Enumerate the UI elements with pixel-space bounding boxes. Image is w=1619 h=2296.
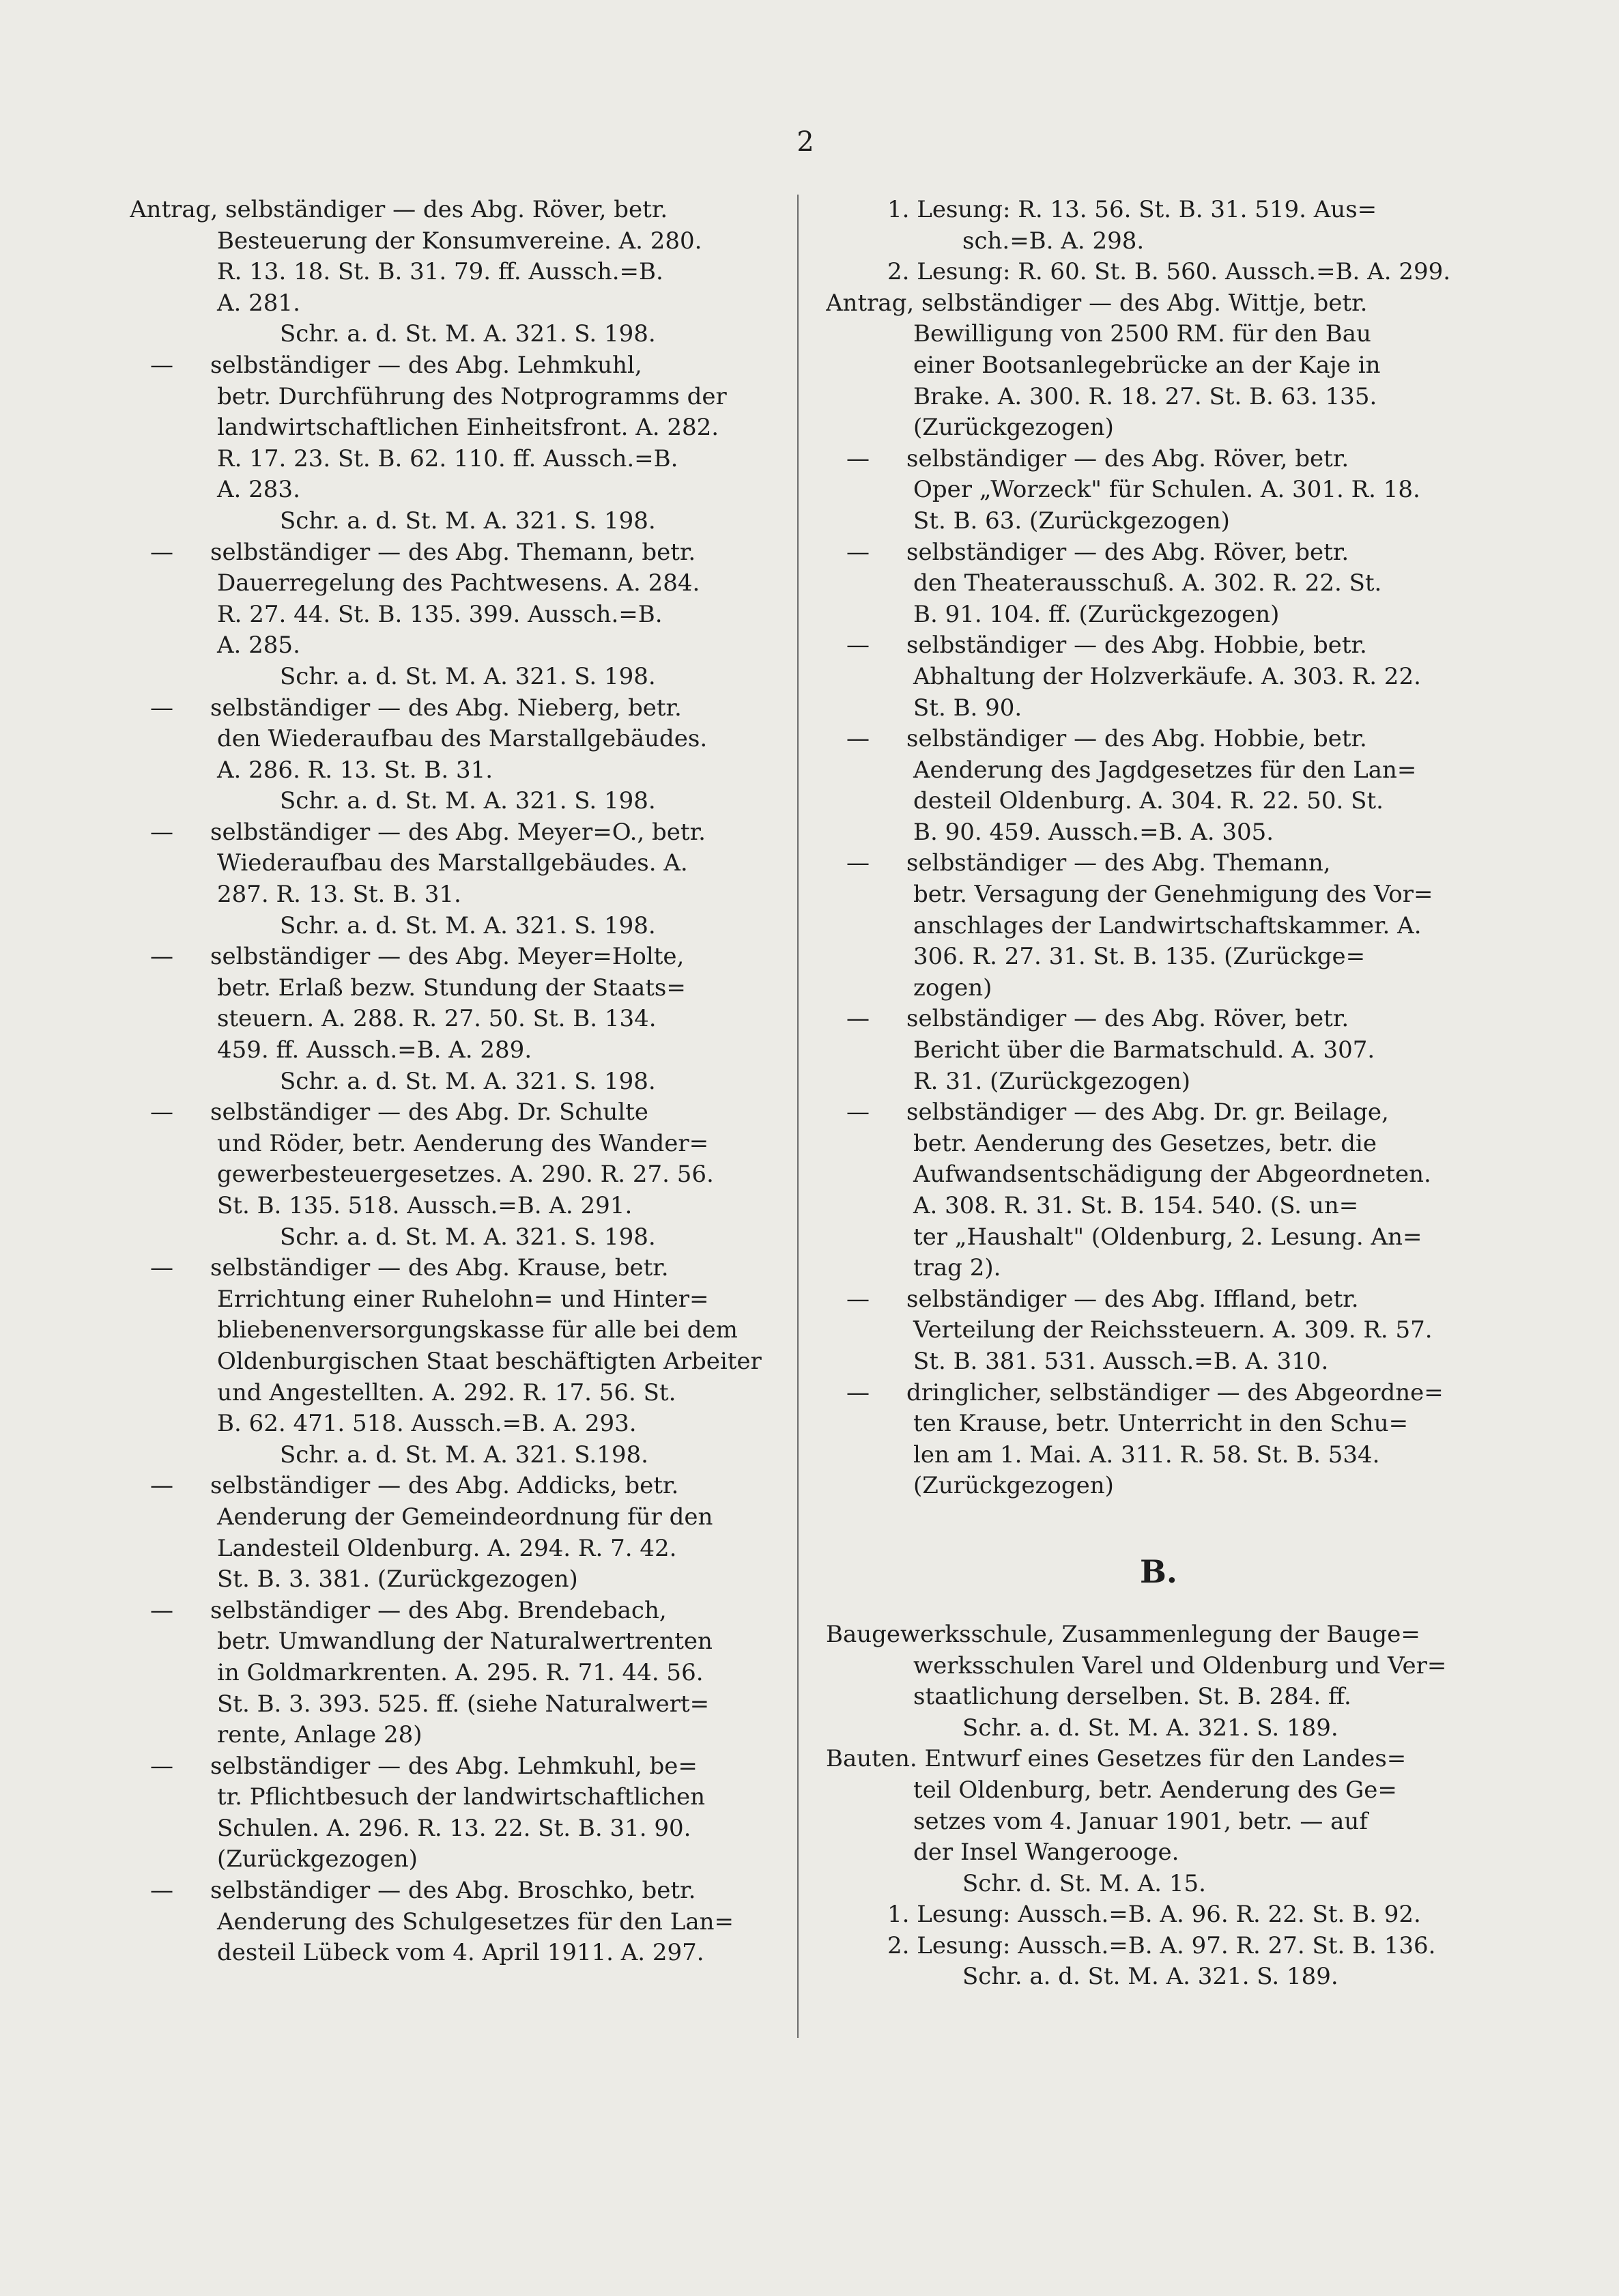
text-line: [130, 412, 788, 444]
line-text: selbständiger — des Abg. Lehmkuhl,: [210, 351, 642, 379]
entry-dash: —: [846, 632, 870, 660]
line-text: zogen): [913, 974, 992, 1002]
text-line: [826, 319, 1491, 350]
line-text: selbständiger — des Abg. Dr. Schulte: [210, 1099, 648, 1126]
line-text: landwirtschaftlichen Einheitsfront. A. 282.: [217, 414, 719, 442]
line-text: 2. Lesung: Aussch.=B. A. 97. R. 27. St. B. 136.: [887, 1931, 1436, 1959]
line-text: R. 13. 18. St. B. 31. 79. ff. Aussch.=B.: [217, 258, 663, 286]
entry-dash: —: [846, 1005, 870, 1033]
entry-dash: —: [846, 1285, 870, 1313]
text-line: [130, 1284, 788, 1316]
text-line: [826, 1744, 1491, 1775]
line-text: Schr. a. d. St. M. A. 321. S. 198.: [280, 1223, 656, 1251]
text-line: [826, 1284, 1491, 1316]
line-text: St. B. 63. (Zurückgezogen): [913, 507, 1230, 535]
text-line: [130, 319, 788, 350]
line-text: Abhaltung der Holzverkäufe. A. 303. R. 22.: [913, 662, 1421, 690]
line-text: selbständiger — des Abg. Broschko, betr.: [210, 1877, 696, 1905]
line-text: A. 281.: [217, 289, 300, 317]
line-text: B. 90. 459. Aussch.=B. A. 305.: [913, 818, 1274, 846]
text-line: [826, 195, 1491, 226]
line-text: len am 1. Mai. A. 311. R. 58. St. B. 534.: [913, 1441, 1380, 1469]
entry-dash: —: [150, 1752, 173, 1780]
line-text: rente, Anlage 28): [217, 1721, 422, 1749]
column-divider: [797, 195, 799, 2038]
line-text: Oper „Worzeck" für Schulen. A. 301. R. 18.: [913, 476, 1420, 504]
line-text: dringlicher, selbständiger — des Abgeordne=: [906, 1378, 1444, 1406]
text-line: [130, 1440, 788, 1471]
line-text: R. 27. 44. St. B. 135. 399. Aussch.=B.: [217, 600, 663, 628]
line-text: selbständiger — des Abg. Meyer=Holte,: [210, 943, 685, 971]
line-text: Schulen. A. 296. R. 13. 22. St. B. 31. 90.: [217, 1814, 691, 1842]
line-text: St. B. 3. 393. 525. ff. (siehe Naturalwert=: [217, 1690, 710, 1718]
line-text: selbständiger — des Abg. Lehmkuhl, be=: [210, 1752, 698, 1780]
text-line: [130, 350, 788, 382]
line-text: Brake. A. 300. R. 18. 27. St. B. 63. 135.: [913, 382, 1377, 410]
line-text: St. B. 381. 531. Aussch.=B. A. 310.: [913, 1347, 1329, 1375]
text-line: [130, 755, 788, 786]
line-text: selbständiger — des Abg. Nieberg, betr.: [210, 694, 682, 722]
text-line: [826, 1775, 1491, 1806]
text-line: [130, 195, 788, 226]
line-text: 306. R. 27. 31. St. B. 135. (Zurückge=: [913, 943, 1366, 971]
text-line: [826, 1222, 1491, 1253]
text-line: [826, 1066, 1491, 1098]
line-text: Schr. d. St. M. A. 15.: [962, 1869, 1206, 1897]
text-line: [130, 630, 788, 662]
line-text: Schr. a. d. St. M. A. 321. S. 198.: [280, 911, 656, 939]
line-text: B. 91. 104. ff. (Zurückgezogen): [913, 600, 1280, 628]
text-line: [826, 1346, 1491, 1378]
entry-dash: —: [150, 1472, 173, 1500]
text-line: [826, 1035, 1491, 1066]
line-text: selbständiger — des Abg. Addicks, betr.: [210, 1472, 679, 1500]
line-text: werksschulen Varel und Oldenburg und Ver=: [913, 1652, 1447, 1680]
line-text: selbständiger — des Abg. Themann,: [906, 849, 1331, 877]
text-line: [826, 1931, 1491, 1962]
line-text: Aufwandsentschädigung der Abgeordneten.: [913, 1161, 1431, 1189]
line-text: tr. Pflichtbesuch der landwirtschaftlichen: [217, 1783, 706, 1811]
line-text: A. 283.: [217, 476, 300, 504]
line-text: B. 62. 471. 518. Aussch.=B. A. 293.: [217, 1410, 637, 1438]
line-text: A. 286. R. 13. St. B. 31.: [217, 756, 493, 784]
line-text: St. B. 135. 518. Aussch.=B. A. 291.: [217, 1192, 633, 1219]
line-text: gewerbesteuergesetzes. A. 290. R. 27. 56.: [217, 1161, 714, 1189]
text-line: [826, 848, 1491, 879]
line-text: selbständiger — des Abg. Meyer=O., betr.: [210, 818, 706, 846]
text-line: [826, 1713, 1491, 1744]
line-text: (Zurückgezogen): [913, 1472, 1114, 1500]
line-text: St. B. 90.: [913, 694, 1022, 722]
line-text: selbständiger — des Abg. Röver, betr.: [906, 1005, 1349, 1033]
line-text: 1. Lesung: R. 13. 56. St. B. 31. 519. Aus=: [887, 196, 1377, 223]
text-line: [130, 226, 788, 257]
text-line: [826, 382, 1491, 413]
line-text: betr. Aenderung des Gesetzes, betr. die: [913, 1129, 1377, 1157]
text-line: [130, 1378, 788, 1409]
text-line: [826, 941, 1491, 973]
text-line: [130, 1315, 788, 1346]
line-text: Bauten. Entwurf eines Gesetzes für den Landes=: [826, 1745, 1407, 1773]
line-text: Aenderung des Jagdgesetzes für den Lan=: [913, 756, 1417, 784]
line-text: Verteilung der Reichssteuern. A. 309. R. 57.: [913, 1316, 1433, 1344]
text-line: [130, 817, 788, 849]
text-line: [130, 1253, 788, 1284]
line-text: selbständiger — des Abg. Hobbie, betr.: [906, 632, 1367, 660]
text-line: [130, 1751, 788, 1783]
entry-dash: —: [150, 1877, 173, 1905]
text-line: [130, 1907, 788, 1938]
text-line: [130, 1938, 788, 1969]
entry-dash: —: [846, 849, 870, 877]
line-text: trag 2).: [913, 1254, 1001, 1282]
line-text: 2. Lesung: R. 60. St. B. 560. Aussch.=B. A. 299.: [887, 258, 1451, 286]
right-column-section-b-entries: [826, 1619, 1491, 1993]
line-text: Dauerregelung des Pachtwesens. A. 284.: [217, 569, 700, 597]
entry-dash: —: [150, 351, 173, 379]
line-text: in Goldmarkrenten. A. 295. R. 71. 44. 56.: [217, 1658, 704, 1686]
right-column: [826, 195, 1491, 1993]
line-text: Schr. a. d. St. M. A. 321. S. 189.: [962, 1714, 1338, 1742]
line-text: Antrag, selbständiger — des Abg. Wittje, betr.: [826, 289, 1368, 317]
text-line: [130, 1004, 788, 1035]
text-line: [130, 257, 788, 288]
text-line: [826, 568, 1491, 599]
text-line: [130, 288, 788, 320]
line-text: selbständiger — des Abg. Röver, betr.: [906, 444, 1349, 472]
text-line: [826, 817, 1491, 849]
line-text: den Wiederaufbau des Marstallgebäudes.: [217, 725, 708, 753]
line-text: Schr. a. d. St. M. A. 321. S. 198.: [280, 507, 656, 535]
line-text: R. 31. (Zurückgezogen): [913, 1067, 1190, 1095]
text-line: [130, 1689, 788, 1720]
text-line: [130, 693, 788, 724]
text-line: [826, 1097, 1491, 1129]
line-text: Aenderung des Schulgesetzes für den Lan=: [217, 1908, 734, 1936]
line-text: und Röder, betr. Aenderung des Wander=: [217, 1129, 709, 1157]
text-line: [826, 474, 1491, 506]
text-line: [826, 288, 1491, 320]
entry-dash: —: [150, 943, 173, 971]
text-line: [826, 911, 1491, 942]
text-line: [826, 1004, 1491, 1035]
text-line: [130, 879, 788, 911]
text-line: [130, 1844, 788, 1875]
line-text: ter „Haushalt" (Oldenburg, 2. Lesung. An=: [913, 1223, 1422, 1251]
text-line: [130, 1159, 788, 1191]
text-line: [130, 1066, 788, 1098]
text-line: [826, 662, 1491, 693]
line-text: Aenderung der Gemeindeordnung für den: [217, 1503, 713, 1531]
text-line: [826, 257, 1491, 288]
text-line: [826, 537, 1491, 569]
text-line: [826, 1408, 1491, 1440]
text-line: [826, 1315, 1491, 1346]
line-text: Errichtung einer Ruhelohn= und Hinter=: [217, 1285, 709, 1313]
text-line: [130, 1564, 788, 1596]
text-line: [130, 786, 788, 817]
line-text: Schr. a. d. St. M. A. 321. S. 198.: [280, 1067, 656, 1095]
line-text: 459. ff. Aussch.=B. A. 289.: [217, 1036, 532, 1064]
line-text: selbständiger — des Abg. Dr. gr. Beilage,: [906, 1099, 1389, 1126]
entry-dash: —: [150, 1099, 173, 1126]
text-line: [130, 1471, 788, 1502]
line-text: Schr. a. d. St. M. A. 321. S.198.: [280, 1441, 648, 1469]
line-text: A. 308. R. 31. St. B. 154. 540. (S. un=: [913, 1192, 1359, 1219]
line-text: selbständiger — des Abg. Hobbie, betr.: [906, 725, 1367, 753]
text-line: [130, 382, 788, 413]
entry-dash: —: [846, 725, 870, 753]
text-line: [130, 444, 788, 475]
text-line: [826, 630, 1491, 662]
line-text: 1. Lesung: Aussch.=B. A. 96. R. 22. St. B. 92.: [887, 1901, 1421, 1929]
line-text: selbständiger — des Abg. Röver, betr.: [906, 538, 1349, 566]
line-text: Schr. a. d. St. M. A. 321. S. 198.: [280, 320, 656, 348]
text-line: [130, 1346, 788, 1378]
line-text: 287. R. 13. St. B. 31.: [217, 881, 461, 909]
line-text: setzes vom 4. Januar 1901, betr. — auf: [913, 1807, 1368, 1835]
line-text: R. 17. 23. St. B. 62. 110. ff. Aussch.=B.: [217, 444, 678, 472]
text-line: [826, 1253, 1491, 1284]
text-line: [826, 1837, 1491, 1869]
entry-dash: —: [846, 1099, 870, 1126]
right-column-entries: [826, 195, 1491, 1502]
text-line: [826, 1440, 1491, 1471]
line-text: betr. Versagung der Genehmigung des Vor=: [913, 881, 1433, 909]
text-line: [826, 1806, 1491, 1838]
text-line: [826, 599, 1491, 631]
entry-dash: —: [150, 1596, 173, 1624]
entry-dash: —: [150, 538, 173, 566]
line-text: der Insel Wangerooge.: [913, 1839, 1179, 1867]
text-line: [826, 1899, 1491, 1931]
line-text: Schr. a. d. St. M. A. 321. S. 189.: [962, 1963, 1338, 1991]
line-text: A. 285.: [217, 632, 300, 660]
text-line: [826, 879, 1491, 911]
entry-dash: —: [846, 444, 870, 472]
line-text: selbständiger — des Abg. Krause, betr.: [210, 1254, 669, 1282]
line-text: Antrag, selbständiger — des Abg. Röver, betr.: [130, 196, 668, 223]
entry-dash: —: [150, 1254, 173, 1282]
text-line: [130, 1222, 788, 1253]
entry-dash: —: [846, 538, 870, 566]
text-line: [826, 1682, 1491, 1713]
line-text: bliebenenversorgungskasse für alle bei dem: [217, 1316, 738, 1344]
line-text: teil Oldenburg, betr. Aenderung des Ge=: [913, 1776, 1397, 1804]
text-line: [826, 1961, 1491, 1993]
line-text: und Angestellten. A. 292. R. 17. 56. St.: [217, 1378, 676, 1406]
text-line: [130, 506, 788, 537]
line-text: Schr. a. d. St. M. A. 321. S. 198.: [280, 787, 656, 815]
entry-dash: —: [846, 1378, 870, 1406]
text-line: [826, 1471, 1491, 1502]
text-line: [130, 724, 788, 755]
line-text: ten Krause, betr. Unterricht in den Schu=: [913, 1410, 1409, 1438]
text-line: [130, 662, 788, 693]
line-text: den Theaterausschuß. A. 302. R. 22. St.: [913, 569, 1382, 597]
entry-dash: —: [150, 694, 173, 722]
left-column: [130, 195, 788, 1969]
text-line: [826, 1651, 1491, 1682]
text-line: [826, 444, 1491, 475]
text-line: [130, 568, 788, 599]
line-text: Besteuerung der Konsumvereine. A. 280.: [217, 227, 702, 255]
text-line: [130, 474, 788, 506]
text-line: [130, 1097, 788, 1129]
line-text: betr. Durchführung des Notprogramms der: [217, 382, 727, 410]
text-line: [130, 911, 788, 942]
text-line: [826, 973, 1491, 1004]
text-line: [130, 1533, 788, 1565]
text-line: [826, 412, 1491, 444]
text-line: [130, 1035, 788, 1066]
text-line: [130, 973, 788, 1004]
line-text: Baugewerksschule, Zusammenlegung der Bauge=: [826, 1620, 1420, 1648]
text-line: [130, 1626, 788, 1658]
entry-dash: —: [150, 818, 173, 846]
line-text: anschlages der Landwirtschaftskammer. A.: [913, 911, 1422, 939]
line-text: desteil Lübeck vom 4. April 1911. A. 297.: [217, 1939, 704, 1967]
line-text: Oldenburgischen Staat beschäftigten Arbeiter: [217, 1347, 762, 1375]
page-number: 2: [797, 126, 814, 158]
line-text: Wiederaufbau des Marstallgebäudes. A.: [217, 849, 688, 877]
text-line: [826, 755, 1491, 786]
text-line: [826, 1378, 1491, 1409]
text-line: [826, 1191, 1491, 1222]
text-line: [130, 1502, 788, 1533]
line-text: steuern. A. 288. R. 27. 50. St. B. 134.: [217, 1005, 657, 1033]
line-text: staatlichung derselben. St. B. 284. ff.: [913, 1683, 1351, 1711]
text-line: [130, 1596, 788, 1627]
text-line: [826, 226, 1491, 257]
line-text: selbständiger — des Abg. Themann, betr.: [210, 538, 696, 566]
text-line: [130, 1658, 788, 1689]
line-text: selbständiger — des Abg. Iffland, betr.: [906, 1285, 1359, 1313]
text-line: [826, 693, 1491, 724]
section-heading: B.: [1140, 1553, 1177, 1590]
line-text: betr. Erlaß bezw. Stundung der Staats=: [217, 974, 686, 1002]
line-text: Landesteil Oldenburg. A. 294. R. 7. 42.: [217, 1534, 677, 1562]
text-line: [826, 786, 1491, 817]
line-text: sch.=B. A. 298.: [962, 227, 1145, 255]
line-text: St. B. 3. 381. (Zurückgezogen): [217, 1565, 578, 1593]
line-text: betr. Umwandlung der Naturalwertrenten: [217, 1628, 713, 1656]
text-line: [826, 1869, 1491, 1900]
text-line: [130, 1720, 788, 1751]
line-text: (Zurückgezogen): [217, 1845, 418, 1873]
text-line: [130, 1191, 788, 1222]
text-line: [130, 1408, 788, 1440]
text-line: [130, 1875, 788, 1907]
text-line: [130, 537, 788, 569]
text-line: [130, 848, 788, 879]
line-text: einer Bootsanlegebrücke an der Kaje in: [913, 351, 1381, 379]
line-text: selbständiger — des Abg. Brendebach,: [210, 1596, 667, 1624]
line-text: Bericht über die Barmatschuld. A. 307.: [913, 1036, 1375, 1064]
line-text: Schr. a. d. St. M. A. 321. S. 198.: [280, 662, 656, 690]
text-line: [130, 941, 788, 973]
text-line: [130, 599, 788, 631]
text-line: [130, 1813, 788, 1845]
text-line: [130, 1129, 788, 1160]
line-text: desteil Oldenburg. A. 304. R. 22. 50. St.: [913, 787, 1384, 815]
text-line: [826, 1619, 1491, 1651]
text-line: [130, 1782, 788, 1813]
line-text: (Zurückgezogen): [913, 414, 1114, 442]
text-line: [826, 724, 1491, 755]
text-line: [826, 1129, 1491, 1160]
text-line: [826, 350, 1491, 382]
text-line: [826, 1159, 1491, 1191]
text-line: [826, 506, 1491, 537]
line-text: Bewilligung von 2500 RM. für den Bau: [913, 320, 1371, 348]
